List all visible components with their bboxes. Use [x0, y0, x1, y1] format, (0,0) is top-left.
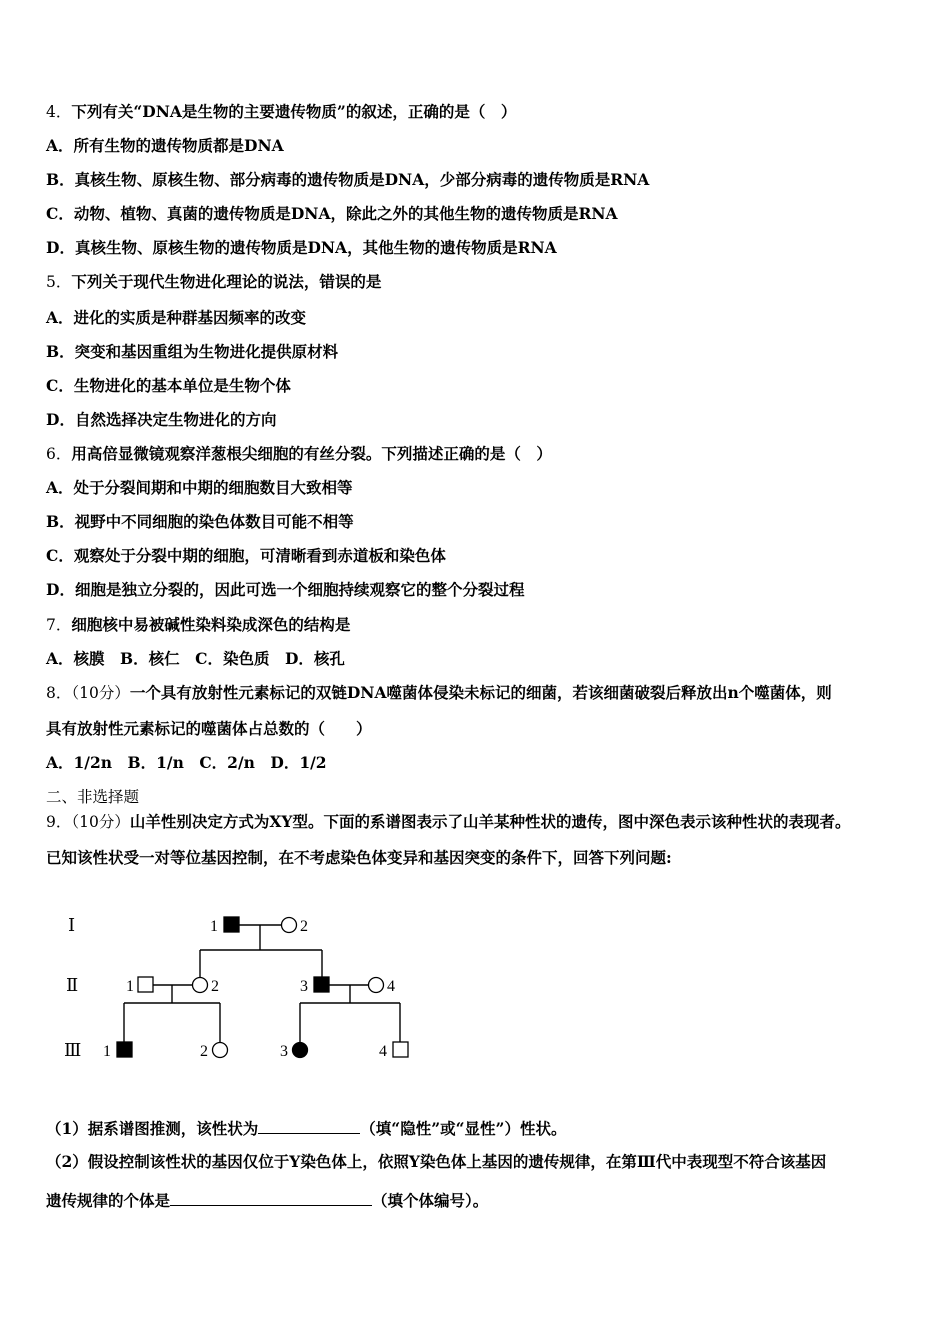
q9-sub2-line1: （2）假设控制该性状的基因仅位于Y染色体上，依照Y染色体上基因的遗传规律，在第Ⅲ代中表现型不符合该基因	[46, 1152, 827, 1171]
q7-stem-text: 细胞核中易被碱性染料染成深色的结构是	[71, 615, 351, 634]
q9-stem-line2: 已知该性状受一对等位基因控制，在不考虑染色体变异和基因突变的条件下，回答下列问题:	[46, 848, 672, 867]
q4-stem-text: 下列有关“DNA是生物的主要遗传物质”的叙述，正确的是（ ）	[71, 102, 517, 121]
label-ii2: 2	[211, 978, 219, 995]
q8-stem-line1	[46, 683, 832, 703]
i1-affected-male	[224, 917, 239, 932]
iii3-affected-female	[293, 1043, 308, 1058]
q6-stem-text: 用高倍显微镜观察洋葱根尖细胞的有丝分裂。下列描述正确的是（ ）	[71, 444, 552, 463]
q4-number: 4．	[46, 103, 72, 121]
label-iii4: 4	[379, 1043, 387, 1060]
q6-option-c: C．观察处于分裂中期的细胞，可清晰看到赤道板和染色体	[46, 546, 446, 565]
q9-sub1-text: （1）据系谱图推测，该性状为	[46, 1119, 259, 1138]
gen-label-ii: Ⅱ	[66, 975, 79, 995]
q8-options: A．1/2n B．1/n C．2/n D．1/2	[46, 753, 327, 772]
q9-sub2-line2	[46, 1189, 488, 1211]
iii2-female	[213, 1043, 228, 1058]
i2-female	[282, 918, 297, 933]
label-ii3: 3	[300, 978, 308, 995]
label-iii3: 3	[280, 1043, 288, 1060]
label-i2: 2	[300, 918, 308, 935]
label-iii1: 1	[103, 1043, 111, 1060]
gen-label-iii: Ⅲ	[64, 1040, 82, 1060]
q8-stem-line2: 具有放射性元素标记的噬菌体占总数的（ ）	[46, 719, 372, 738]
section-heading: 二、非选择题	[46, 788, 140, 806]
q4-option-d: D．真核生物、原核生物的遗传物质是DNA，其他生物的遗传物质是RNA	[46, 238, 557, 257]
q6-option-b: B．视野中不同细胞的染色体数目可能不相等	[46, 512, 354, 531]
q6-stem	[46, 444, 552, 464]
q8-stem-text: 一个具有放射性元素标记的双链DNA噬菌体侵染未标记的细菌，若该细菌破裂后释放出n个噬菌体，则	[129, 683, 832, 702]
q5-stem	[46, 272, 381, 292]
label-ii1: 1	[126, 978, 134, 995]
q7-stem	[46, 615, 350, 635]
label-ii4: 4	[387, 978, 395, 995]
q9-sub2-text: 遗传规律的个体是	[46, 1191, 171, 1210]
q9-sub1-hint: （填“隐性”或“显性”）性状。	[360, 1119, 567, 1138]
q9-sub1-blank[interactable]	[258, 1117, 360, 1134]
q9-sub2-blank[interactable]	[170, 1189, 372, 1206]
q7-number: 7．	[46, 616, 72, 634]
ii3-affected-male	[314, 977, 329, 992]
q4-stem	[46, 102, 516, 122]
q4-option-b: B．真核生物、原核生物、部分病毒的遗传物质是DNA，少部分病毒的遗传物质是RNA	[46, 170, 650, 189]
q5-option-b: B．突变和基因重组为生物进化提供原材料	[46, 342, 339, 361]
q4-option-c: C．动物、植物、真菌的遗传物质是DNA，除此之外的其他生物的遗传物质是RNA	[46, 204, 618, 223]
label-iii2: 2	[200, 1043, 208, 1060]
q7-options: A．核膜 B．核仁 C．染色质 D．核孔	[46, 649, 345, 668]
ii1-male	[138, 977, 153, 992]
q5-option-c: C．生物进化的基本单位是生物个体	[46, 376, 291, 395]
q6-option-d: D．细胞是独立分裂的，因此可选一个细胞持续观察它的整个分裂过程	[46, 580, 525, 599]
ii4-female	[369, 978, 384, 993]
q9-sub2-hint: （填个体编号）。	[372, 1191, 489, 1210]
q6-number: 6．	[46, 445, 72, 463]
iii4-male	[393, 1042, 408, 1057]
q6-option-a: A．处于分裂间期和中期的细胞数目大致相等	[46, 478, 353, 497]
label-i1: 1	[210, 918, 218, 935]
q9-stem-text: 山羊性别决定方式为XY型。下面的系谱图表示了山羊某种性状的遗传，图中深色表示该种性状的表现者。	[129, 812, 851, 831]
q4-option-a: A．所有生物的遗传物质都是DNA	[46, 136, 284, 155]
q5-stem-text: 下列关于现代生物进化理论的说法，错误的是	[71, 272, 382, 291]
ii2-female	[193, 978, 208, 993]
pedigree-chart	[60, 905, 430, 1070]
q9-number: 9．	[46, 813, 72, 831]
q8-score: （10分）	[71, 684, 130, 702]
q8-number: 8．	[46, 684, 72, 702]
q5-option-d: D．自然选择决定生物进化的方向	[46, 410, 277, 429]
q9-score: （10分）	[71, 813, 130, 831]
q5-number: 5．	[46, 273, 72, 291]
q5-option-a: A．进化的实质是种群基因频率的改变	[46, 308, 307, 327]
gen-label-i: Ⅰ	[68, 915, 76, 935]
q9-sub1	[46, 1117, 566, 1139]
iii1-affected-male	[117, 1042, 132, 1057]
q9-stem-line1	[46, 812, 850, 832]
